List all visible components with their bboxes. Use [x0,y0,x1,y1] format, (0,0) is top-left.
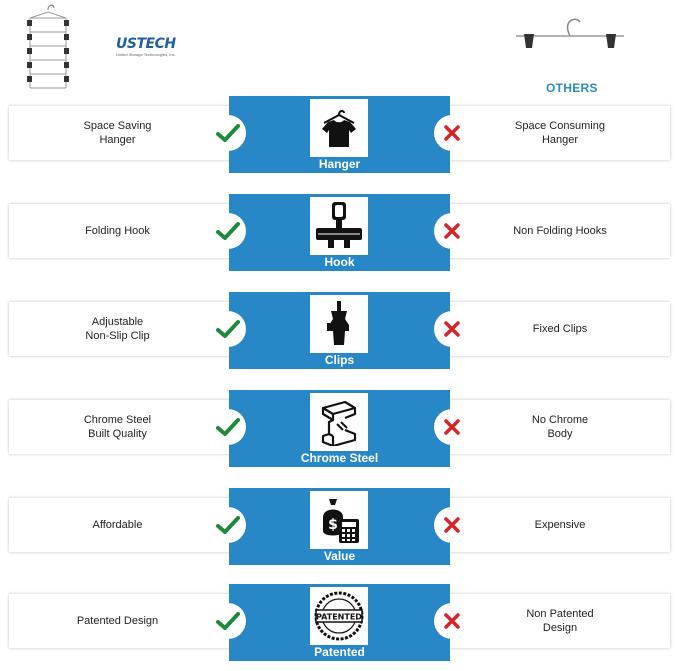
feature-label: Hanger [318,157,361,171]
others-cross [434,115,470,151]
ustech-feature-card [9,594,231,648]
others-feature-text: Non Patented Design [526,608,594,634]
competitor-hanger-image [510,14,630,56]
steel-beam-icon [315,398,363,446]
feature-label: Hook [324,255,355,269]
ustech-feature-card [9,106,231,160]
check-icon [216,515,240,535]
others-feature-text: No Chrome Body [531,414,589,440]
others-feature-text: Expensive [534,519,586,531]
check-icon [216,221,240,241]
others-feature-card [450,498,670,552]
multi-tier-hanger-image [24,0,74,100]
others-feature-card [450,400,670,454]
feature-block [229,96,450,173]
ustech-check [210,213,246,249]
brand-name: USTECH [116,36,176,52]
others-heading: OTHERS [546,81,598,95]
comparison-row-hanger [0,96,679,176]
feature-label: Patented [314,645,365,659]
cross-icon [443,320,461,338]
feature-block [229,194,450,271]
comparison-row-clips [0,292,679,372]
feature-icon-box [310,393,368,451]
cross-icon [443,612,461,630]
comparison-row-value [0,488,679,568]
cross-icon [443,124,461,142]
others-cross [434,409,470,445]
patented-seal-icon [313,590,365,642]
ustech-feature-text: Folding Hook [85,225,150,237]
others-feature-card [450,302,670,356]
others-feature-text: Space Consuming Hanger [515,120,605,146]
feature-block [229,390,450,467]
ustech-feature-text: Affordable [92,519,143,531]
ustech-feature-text: Patented Design [76,615,159,627]
feature-icon-box [310,99,368,157]
others-cross [434,507,470,543]
ustech-feature-card [9,400,231,454]
others-feature-text: Non Folding Hooks [513,225,607,237]
ustech-feature-text: Adjustable Non-Slip Clip [85,316,150,342]
clip-icon [319,299,359,349]
others-cross [434,213,470,249]
check-icon [216,123,240,143]
money-calculator-icon [315,495,363,545]
comparison-row-chrome-steel [0,390,679,470]
others-cross [434,603,470,639]
others-feature-text: Fixed Clips [532,323,588,335]
ustech-check [210,603,246,639]
feature-label: Chrome Steel [300,451,379,465]
cross-icon [443,222,461,240]
others-feature-card [450,204,670,258]
check-icon [216,417,240,437]
feature-block [229,292,450,369]
check-icon [216,319,240,339]
feature-icon-box [310,587,368,645]
ustech-feature-card [9,204,231,258]
ustech-check [210,311,246,347]
header [0,0,679,100]
comparison-row-hook [0,194,679,274]
feature-icon-box [310,197,368,255]
feature-icon-box [310,491,368,549]
cross-icon [443,418,461,436]
ustech-check [210,507,246,543]
feature-icon-box [310,295,368,353]
brand-tagline: United Storage Technologies, Inc. [116,52,176,57]
ustech-feature-text: Chrome Steel Built Quality [83,414,152,440]
cross-icon [443,516,461,534]
feature-label: Clips [324,353,355,367]
check-icon [216,611,240,631]
feature-block [229,584,450,661]
ustech-check [210,409,246,445]
folding-hook-icon [314,200,364,252]
brand-logo [116,36,176,57]
tshirt-on-hanger-icon [316,105,362,151]
others-feature-card [450,594,670,648]
feature-label: Value [323,549,356,563]
ustech-feature-text: Space Saving Hanger [83,120,152,146]
feature-block [229,488,450,565]
ustech-check [210,115,246,151]
seal-text: PATENTED [316,612,362,622]
comparison-row-patented [0,584,679,664]
others-cross [434,311,470,347]
ustech-feature-card [9,302,231,356]
others-feature-card [450,106,670,160]
ustech-feature-card [9,498,231,552]
svg-text:$: $ [328,517,338,533]
